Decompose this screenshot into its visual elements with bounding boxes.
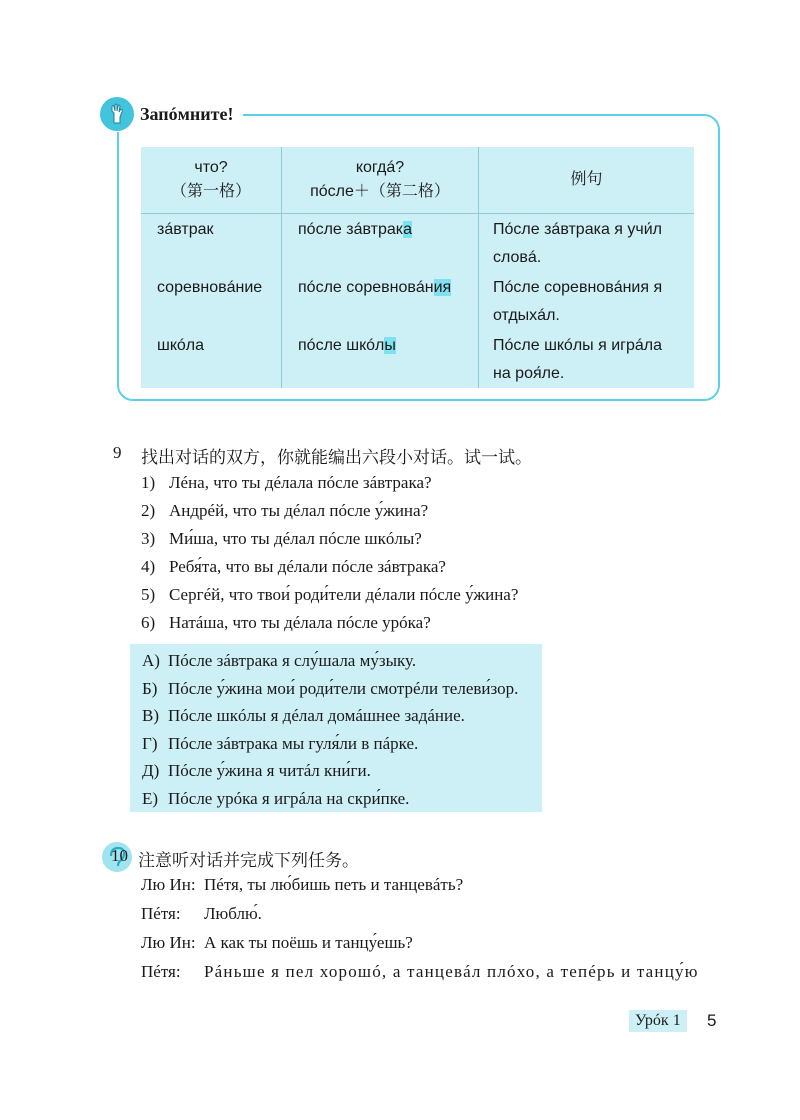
list-item: 6) Натáша, что ты дéлала пóсле урóка? — [141, 613, 431, 632]
list-item: 2) Андрéй, что ты дéлал пóсле у́жина? — [141, 501, 429, 520]
dialog-line: Пéтя: Рáньше я пел хорошó, а танцевáл плóхо, а тепéрь и танцу́ю — [141, 957, 721, 986]
list-item: 5) Сергéй, что твои́ роди́тели дéлали пóсле у́жина? — [141, 585, 519, 604]
list-item: В) Пóсле шкóлы я дéлал домáшнее задáние. — [142, 706, 465, 725]
table-row — [141, 330, 694, 388]
speaker: Лю Ин: — [141, 933, 196, 952]
dialog-line: Лю Ин: А как ты поёшь и танцу́ешь? — [141, 928, 721, 957]
table-row — [141, 214, 694, 273]
cell-nominative: шкóла — [141, 330, 282, 388]
speaker: Пéтя: — [141, 962, 181, 981]
list-item: 1) Лéна, что ты дéлала пóсле зáвтрака? — [141, 473, 432, 492]
lesson-label: Урóк 1 — [629, 1010, 687, 1032]
cell-example: Пóсле соревновáния я отдыхáл. — [493, 279, 663, 324]
cell-genitive: пóсле соревновáния — [282, 272, 479, 330]
ending-highlight: а — [403, 221, 413, 238]
speaker: Лю Ин: — [141, 875, 196, 894]
table-row — [141, 272, 694, 330]
list-item: 4) Ребя́та, что вы дéлали пóсле зáвтрака? — [141, 557, 446, 576]
answer-list — [130, 644, 542, 812]
dialog-line: Лю Ин: Пéтя, ты лю́бишь петь и танцевáть? — [141, 870, 721, 899]
grammar-table — [141, 147, 694, 388]
list-item: 3) Ми́ша, что ты дéлал пóсле шкóлы? — [141, 529, 422, 548]
ending-highlight: ия — [433, 279, 452, 296]
remember-header — [100, 96, 243, 132]
cell-nominative: зáвтрак — [141, 214, 282, 273]
list-item: Д) Пóсле у́жина я читáл кни́ги. — [142, 761, 371, 780]
list-item: Г) Пóсле зáвтрака мы гуля́ли в пáрке. — [142, 733, 419, 753]
cell-nominative: соревновáние — [141, 272, 282, 330]
list-item: Е) Пóсле урóка я игрáла на скри́пке. — [142, 788, 410, 808]
list-item: А) Пóсле зáвтрака я слу́шала му́зыку. — [142, 651, 417, 670]
speaker: Пéтя: — [141, 904, 181, 923]
dialog — [141, 870, 721, 986]
question-list — [141, 469, 518, 637]
header-example: 例句 — [479, 147, 695, 214]
pointing-hand-icon — [100, 97, 134, 131]
remember-title: Запóмните! — [140, 103, 234, 124]
list-item: Б) Пóсле у́жина мои́ роди́тели смотрéли телеви́зор. — [142, 678, 519, 698]
exercise-9-number: 9 — [113, 443, 122, 462]
cell-example: Пóсле зáвтрака я учи́л словá. — [493, 221, 662, 266]
header-nominative: что? （第一格） — [141, 147, 282, 214]
header-genitive: когдá? пóсле＋（第二格） — [282, 147, 479, 214]
dialog-line: Пéтя: Люблю́. — [141, 899, 721, 928]
page-number: 5 — [707, 1011, 717, 1030]
ending-highlight: ы — [384, 337, 396, 354]
table-header-row — [141, 147, 694, 214]
exercise-9-instruction: 找出对话的双方，你就能编出六段小对话。试一试。 — [141, 448, 532, 467]
cell-genitive: пóсле зáвтрака — [282, 214, 479, 273]
cell-genitive: пóсле шкóлы — [282, 330, 479, 388]
exercise-10-number: 10 — [111, 846, 128, 865]
cell-example: Пóсле шкóлы я игрáла на роя́ле. — [493, 337, 663, 382]
exercise-10-instruction: 注意听对话并完成下列任务。 — [138, 851, 359, 870]
